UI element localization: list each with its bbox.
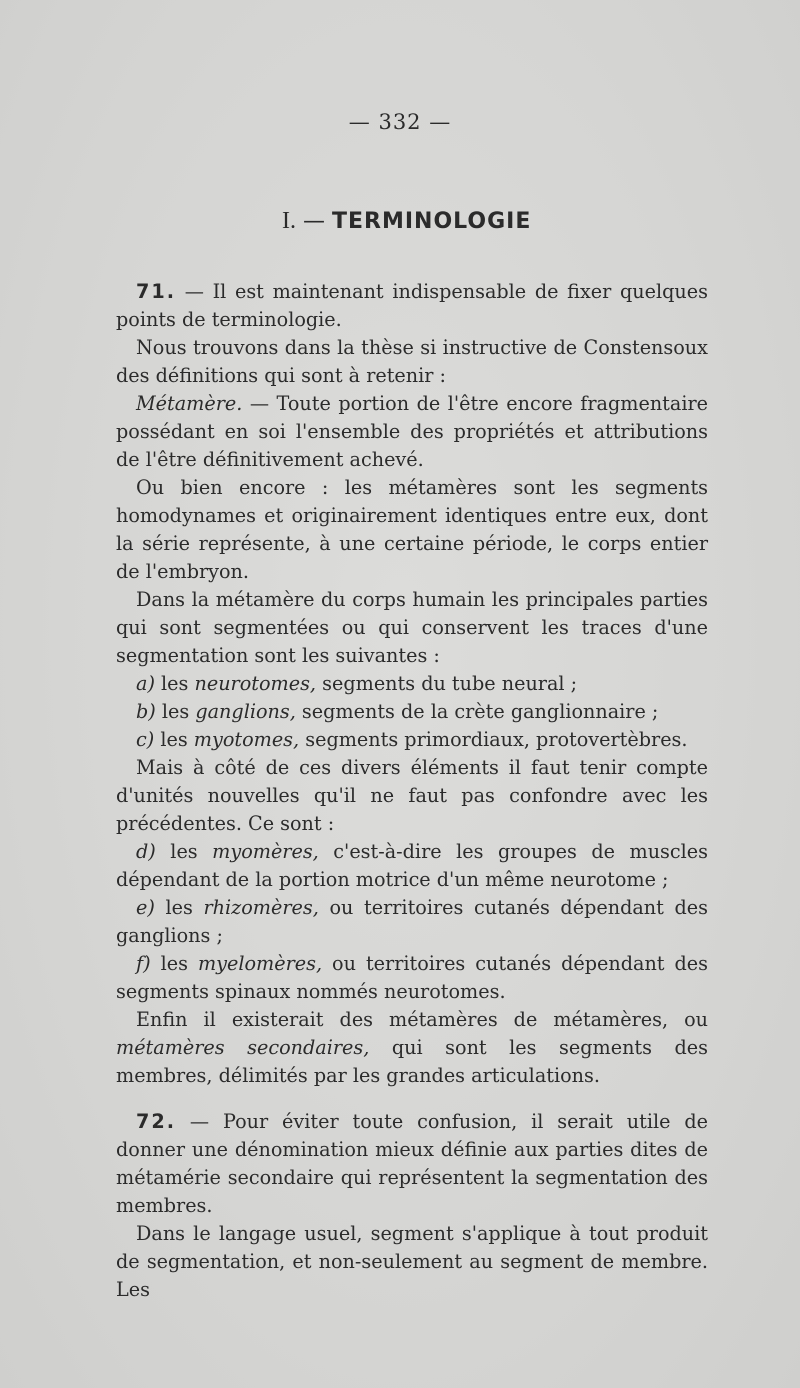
item-label: f) [136,952,151,975]
item-label: a) [136,672,155,695]
item-label: c) [136,728,155,751]
item-label: d) [136,840,156,863]
paragraph-ou-bien: Ou bien encore : les métamères sont les segments homodynames et originairement identiques entre eux, dont la série représente, à une certaine période, le corps entier de l'embryon. [116,476,708,583]
body-text [116,278,708,1304]
item-prefix: les [154,728,194,751]
item-prefix: les [154,672,195,695]
item-text: segments du tube neural ; [316,672,578,695]
paragraph-71 [116,278,708,334]
item-text: c'est-à-dire les groupes de muscles dépendant de la portion motrice d'un même neurotome ; [116,840,708,891]
paragraph-nous-trouvons: Nous trouvons dans la thèse si instructive de Constensoux des définitions qui sont à retenir : [116,336,708,387]
term-neurotomes: neurotomes, [194,672,317,695]
item-text: segments de la crète ganglionnaire ; [295,700,659,723]
item-label: e) [136,896,155,919]
paragraph-72 [116,1108,708,1220]
paragraph-prefix: Enfin il existerait des métamères de métamères, ou [136,1008,708,1031]
item-text: ou territoires cutanés dépendant des segments spinaux nommés neurotomes. [116,952,708,1003]
item-prefix: les [155,700,196,723]
section-number: I. [282,208,296,234]
term-rhizomeres: rhizomères, [203,896,319,919]
paragraph-text: — Pour éviter toute confusion, il serait utile de donner une dénomination mieux définie aux parties dites de métamérie secondaire qui représentent la segmentation des membres. [116,1110,708,1217]
list-item-a [116,670,708,698]
section-dash: — [303,209,325,234]
list-item-e [116,894,708,950]
paragraph-text: — Toute portion de l'être encore fragmentaire possédant en soi l'ensemble des propriétés et attributions de l'être définitivement achevé. [116,392,708,471]
section-title: TERMINOLOGIE [332,209,532,234]
item-text: ou territoires cutanés dépendant des ganglions ; [116,896,708,947]
paragraph-metamere [116,390,708,474]
paragraph-dans-la-metamere: Dans la métamère du corps humain les principales parties qui sont segmentées ou qui conservent les traces d'une segmentation sont les suivantes : [116,588,708,667]
term-myotomes: myotomes, [193,728,300,751]
section-heading [282,208,531,235]
paragraph-number: 71. [136,280,176,303]
list-item-c [116,726,708,754]
list-item-d [116,838,708,894]
item-prefix: les [154,896,204,919]
item-label: b) [136,700,156,723]
term-myelomeres: myelomères, [197,952,323,975]
item-prefix: les [155,840,213,863]
term-metameres-secondaires: métamères secondaires, [116,1036,370,1059]
term-ganglions: ganglions, [195,700,296,723]
item-prefix: les [150,952,198,975]
term-metamere: Métamère. [136,392,243,415]
page-number: — 332 — [348,110,452,134]
list-item-f [116,950,708,1006]
paragraph-text: qui sont les segments des membres, délimités par les grandes articulations. [116,1036,708,1087]
paragraph-enfin [116,1006,708,1090]
list-item-b [116,698,708,726]
paragraph-mais: Mais à côté de ces divers éléments il faut tenir compte d'unités nouvelles qu'il ne faut pas confondre avec les précédentes. Ce sont : [116,756,708,835]
item-text: segments primordiaux, protovertèbres. [299,728,688,751]
paragraph-number: 72. [136,1110,176,1133]
paragraph-dans-le-langage: Dans le langage usuel, segment s'applique à tout produit de segmentation, et non-seulement au segment de membre. Les [116,1222,708,1301]
term-myomeres: myomères, [212,840,319,863]
paragraph-text: — Il est maintenant indispensable de fixer quelques points de terminologie. [116,280,708,331]
